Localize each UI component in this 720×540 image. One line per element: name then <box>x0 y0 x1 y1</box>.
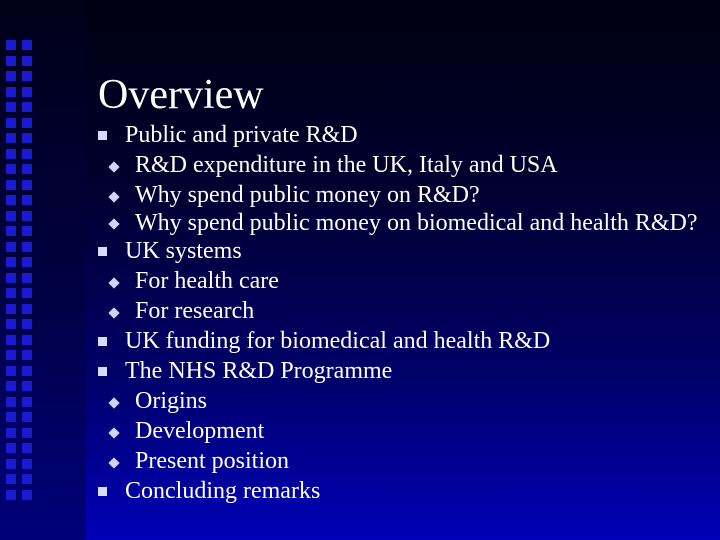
diamond-bullet-icon <box>108 191 119 202</box>
sub-bullet-health-care <box>98 266 708 296</box>
sub-bullet-text: R&D expenditure in the UK, Italy and USA <box>135 152 558 178</box>
bullet-uk-systems <box>98 236 708 266</box>
diamond-bullet-icon <box>108 307 119 318</box>
bullet-text: The NHS R&D Programme <box>125 358 393 384</box>
bullet-text: UK funding for biomedical and health R&D <box>125 328 551 354</box>
bullet-text: Public and private R&D <box>125 122 358 148</box>
square-bullet-icon <box>98 247 107 256</box>
sub-bullet-text: Development <box>135 418 265 444</box>
sub-bullet-origins <box>98 386 708 416</box>
sub-bullet-text: For research <box>135 298 255 324</box>
square-bullet-icon <box>98 131 107 140</box>
square-bullet-icon <box>98 337 107 346</box>
slide-body <box>98 120 708 506</box>
diamond-bullet-icon <box>108 277 119 288</box>
sub-bullet-why-biomedical <box>98 210 708 236</box>
decorative-square-column-left <box>6 40 20 500</box>
sub-bullet-text: Present position <box>135 448 289 474</box>
diamond-bullet-icon <box>108 218 119 229</box>
sub-bullet-present-position <box>98 446 708 476</box>
bullet-text: Concluding remarks <box>125 478 321 504</box>
sub-bullet-text: Origins <box>135 388 207 414</box>
sub-bullet-text: For health care <box>135 268 279 294</box>
square-bullet-icon <box>98 367 107 376</box>
diamond-bullet-icon <box>108 397 119 408</box>
decorative-square-column-right <box>22 40 36 500</box>
diamond-bullet-icon <box>108 457 119 468</box>
slide-title: Overview <box>98 72 264 118</box>
diamond-bullet-icon <box>108 427 119 438</box>
left-decoration-strip <box>0 0 86 540</box>
bullet-uk-funding <box>98 326 708 356</box>
diamond-bullet-icon <box>108 161 119 172</box>
sub-bullet-rd-expenditure <box>98 150 708 180</box>
sub-bullet-text: Why spend public money on R&D? <box>135 182 480 208</box>
square-bullet-icon <box>98 487 107 496</box>
sub-bullet-why-public-money <box>98 180 708 210</box>
sub-bullet-research <box>98 296 708 326</box>
sub-bullet-development <box>98 416 708 446</box>
bullet-nhs-programme <box>98 356 708 386</box>
sub-bullet-text: Why spend public money on biomedical and health R&D? <box>135 210 698 236</box>
bullet-public-private-rd <box>98 120 708 150</box>
bullet-concluding-remarks <box>98 476 708 506</box>
bullet-text: UK systems <box>125 238 242 264</box>
